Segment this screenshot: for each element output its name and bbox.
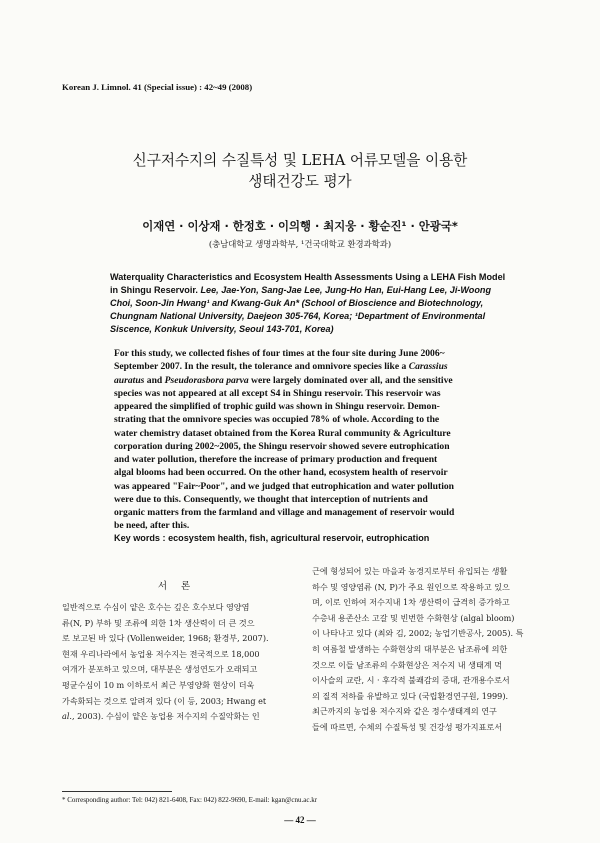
footnote-divider: [62, 791, 172, 792]
abstract-line: was appeared "Fair~Poor", and we judged that eutrophication and water pollution: [114, 480, 454, 492]
english-title-line: in Shingu Reservoir. Lee, Jae-Yon, Sang-Jae Lee, Jung-Ho Han, Eui-Hang Lee, Ji-Woong: [110, 285, 492, 296]
corresponding-author-footnote: * Corresponding author: Tel: 042) 821-6408, Fax: 042) 822-9690, E-mail: kgan@cnu.ac.kr: [62, 796, 318, 804]
body-line: 이사슬의 교란, 시 · 후각적 불쾌감의 증대, 관개용수로서: [312, 675, 510, 686]
body-line: 이 나타나고 있다 (최와 김, 2002; 농업기반공사, 2005). 특: [312, 628, 524, 639]
title-line-1: 신구저수지의 수질특성 및 LEHA 어류모델을 이용한: [132, 152, 468, 169]
abstract-line: auratus and Pseudorasbora parva were largely dominated over all, and the sensitive: [114, 374, 453, 386]
title-line-2: 생태건강도 평가: [248, 173, 352, 190]
body-line: 류(N, P) 부하 및 조류에 의한 1차 생산력이 더 큰 것으: [62, 617, 255, 628]
abstract-line: corporation during 2002~2005, the Shingu reservoir showed severe eutrophication: [114, 440, 450, 452]
body-line: 평균수심이 10 m 이하로서 최근 부영양화 현상이 더욱: [62, 679, 255, 690]
body-line: 며, 이로 인하여 저수지내 1차 생산력이 급격히 증가하고: [312, 597, 510, 608]
body-line: 근에 형성되어 있는 마을과 농경지로부터 유입되는 생활: [312, 566, 508, 576]
abstract: [114, 347, 512, 533]
english-title-line: Waterquality Characteristics and Ecosystem Health Assessments Using a LEHA Fish Model: [110, 272, 506, 282]
english-title-line: Choi, Soon-Jin Hwang¹ and Kwang-Guk An* (School of Bioscience and Biotechnology,: [110, 298, 484, 309]
english-title-line: Chungnam National University, Daejeon 305-764, Korea; ¹Department of Environmental: [110, 311, 486, 322]
body-line: 여개가 분포하고 있으며, 대부분은 생성연도가 오래되고: [62, 664, 258, 675]
body-line: 로 보고된 바 있다 (Vollenweider, 1968; 환경부, 2007).: [62, 633, 269, 644]
body-line: 히 여름철 발생하는 수화현상의 대부분은 남조류에 의한: [312, 643, 508, 654]
abstract-line: water chemistry dataset obtained from the Korea Rural community & Agriculture: [114, 427, 451, 439]
abstract-line: species was not appeared at all except S4 in Shingu reservoir. This reservoir was: [114, 387, 441, 399]
body-line: 최근까지의 농업용 저수지와 같은 정수생태계의 연구: [312, 706, 497, 717]
abstract-line: organic matters from the farmland and village and management of reservoir would: [114, 507, 455, 518]
body-line: 의 질적 저하를 유발하고 있다 (국립환경연구원, 1999).: [312, 690, 509, 701]
body-column-right: [312, 564, 550, 736]
paper-title: [0, 150, 600, 192]
section-heading-intro: 서론: [157, 581, 205, 592]
body-line: 현재 우리나라에서 농업용 저수지는 전국적으로 18,000: [62, 648, 260, 659]
abstract-line: strating that the omnivore species was occupied 78% of whole. According to the: [114, 414, 440, 426]
body-line: 일반적으로 수심이 얕은 호수는 깊은 호수보다 영양염: [62, 602, 250, 612]
keywords: Key words : ecosystem health, fish, agricultural reservoir, eutrophication: [114, 533, 430, 543]
abstract-line: were due to this. Consequently, we thought that interception of nutrients and: [114, 493, 428, 505]
body-line: 가속화되는 것으로 알려져 있다 (이 등, 2003; Hwang et: [62, 695, 267, 706]
page-number: — 42 —: [284, 815, 316, 825]
body-line: 하수 및 영양염류 (N, P)가 주요 원인으로 작용하고 있으: [312, 581, 510, 592]
abstract-line: For this study, we collected fishes of four times at the four site during June 2006~: [114, 348, 445, 359]
body-column-left: [62, 600, 300, 725]
abstract-line: and water pollution, therefore the increase of primary production and frequent: [114, 454, 438, 465]
body-line: 것으로 이들 남조류의 수화현상은 저수지 내 생태계 먹: [312, 659, 503, 670]
english-title-block: [110, 271, 510, 336]
abstract-line: appeared the simplified of trophic guild was shown in Shingu reservoir. Demon-: [114, 401, 440, 412]
english-title-line: Siscence, Konkuk University, Seoul 143-701, Korea): [110, 324, 334, 335]
abstract-line: be need, after this.: [114, 520, 190, 532]
author-list: 이재연 · 이상재 · 한정호 · 이의행 · 최지웅 · 황순진¹ · 안광국*: [142, 219, 458, 233]
affiliation: (충남대학교 생명과학부, ¹건국대학교 환경과학과): [208, 239, 392, 249]
abstract-line: September 2007. In the result, the tolerance and omnivore species like a Carassius: [114, 361, 448, 373]
abstract-line: algal blooms had been occurred. On the other hand, ecosystem health of reservoir: [114, 467, 448, 479]
body-line: al., 2003). 수심이 얕은 농업용 저수지의 수질악화는 인: [62, 711, 260, 722]
journal-reference: Korean J. Limnol. 41 (Special issue) : 42~49 (2008): [62, 82, 253, 92]
body-line: 수층내 용존산소 고갈 및 빈번한 수화현상 (algal bloom): [312, 612, 515, 623]
body-line: 들에 따르면, 수체의 수질특성 및 건강성 평가지표로서: [312, 721, 503, 732]
